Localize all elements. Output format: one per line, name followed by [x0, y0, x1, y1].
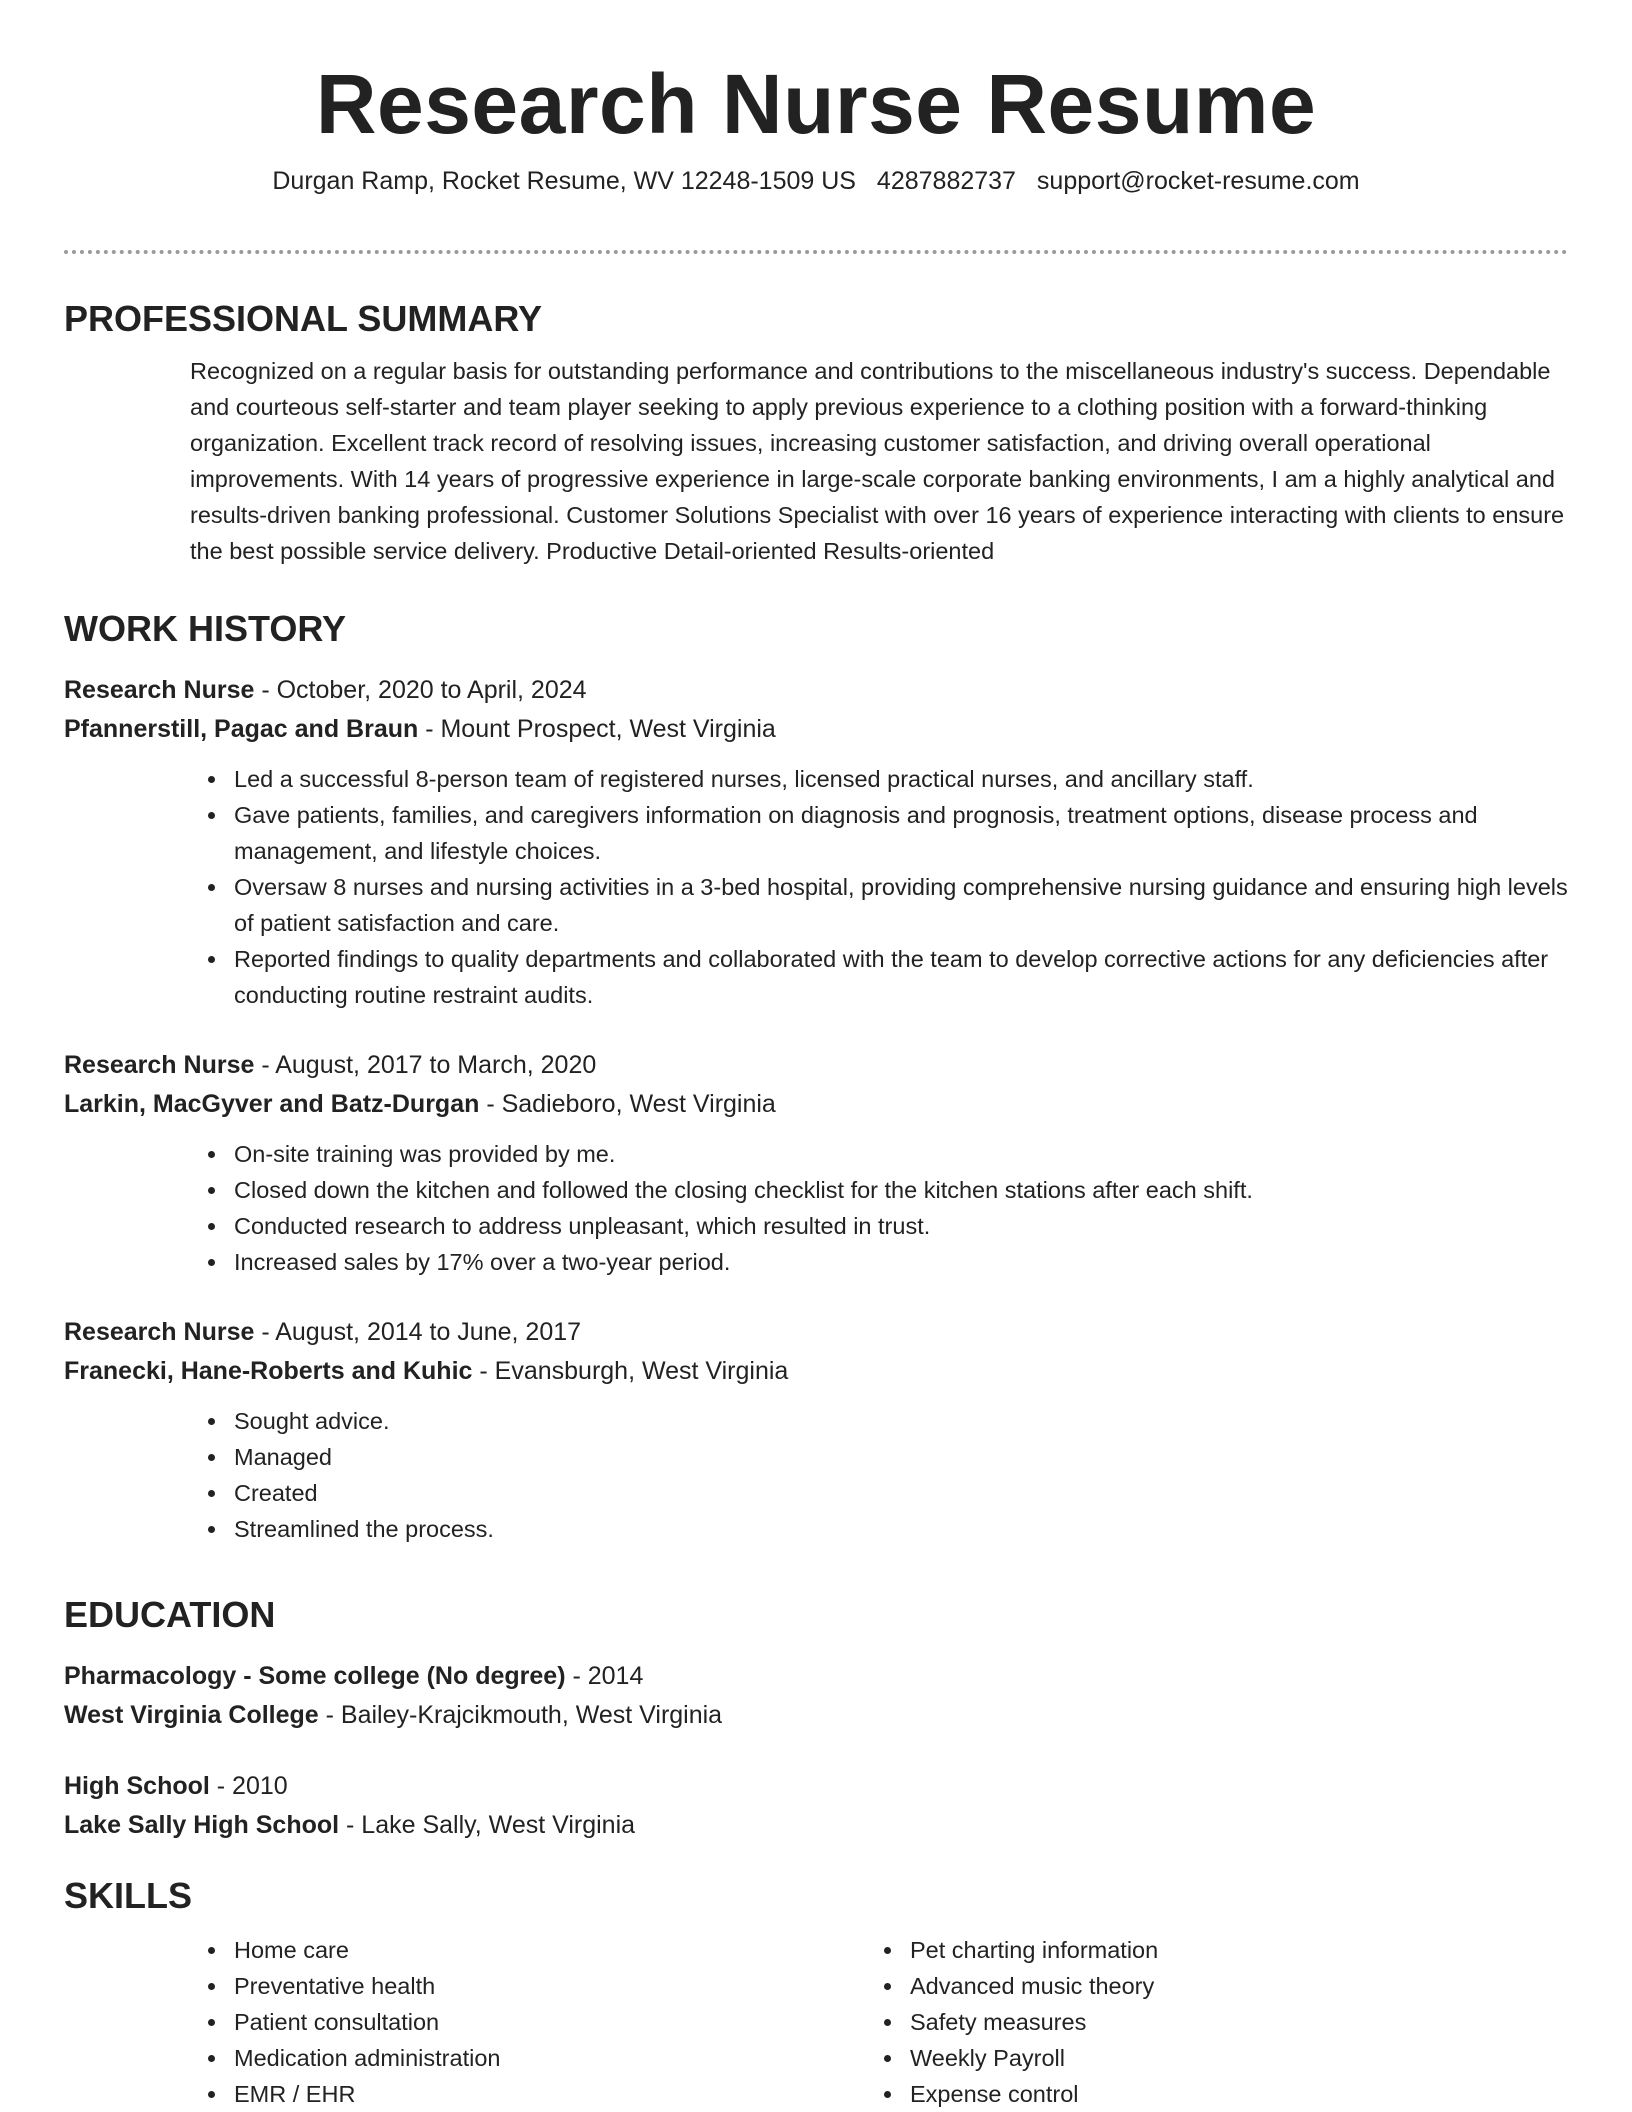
contact-line: [64, 164, 1568, 198]
job-location: - Mount Prospect, West Virginia: [418, 715, 776, 743]
education-location: - Bailey-Krajcikmouth, West Virginia: [318, 1701, 723, 1729]
job-duty: Streamlined the process.: [234, 1511, 1568, 1547]
job-title-line: [64, 1046, 1568, 1085]
education-school: Lake Sally High School: [64, 1811, 340, 1839]
education-degree: High School: [64, 1772, 210, 1800]
education-degree: Pharmacology - Some college (No degree): [64, 1662, 566, 1690]
job-title: Research Nurse: [64, 1318, 255, 1346]
job-entry: [64, 1313, 1568, 1547]
job-dates: - October, 2020 to April, 2024: [254, 676, 587, 704]
job-duty: Sought advice.: [234, 1403, 1568, 1439]
skill-item: Preventative health: [234, 1968, 744, 2004]
job-duty: Led a successful 8-person team of registered nurses, licensed practical nurses, and ancillary staff.: [234, 761, 1568, 797]
job-duty: Reported findings to quality departments and collaborated with the team to develop corrective actions for any deficiencies after conducting routine restraint audits.: [234, 941, 1568, 1013]
job-title-line: [64, 671, 1568, 710]
job-duty: Created: [234, 1475, 1568, 1511]
contact-phone: 4287882737: [876, 167, 1016, 195]
job-company: Larkin, MacGyver and Batz-Durgan: [64, 1090, 480, 1118]
job-entry: [64, 1046, 1568, 1280]
education-school-line: [64, 1696, 1568, 1735]
skill-item: Weekly Payroll: [910, 2040, 1420, 2076]
job-company-line: [64, 1085, 1568, 1124]
job-duty: Increased sales by 17% over a two-year period.: [234, 1244, 1568, 1280]
summary-text: Recognized on a regular basis for outstanding performance and contributions to the miscellaneous industry's success. Dependable and courteous self-starter and team player seeking to apply previous experience to a clothing position with a forward-thinking organization. Excellent track record of resolving issues, increasing customer satisfaction, and driving overall operational improvements. With 14 years of progressive experience in large-scale corporate banking environments, I am a highly analytical and results-driven banking professional. Customer Solutions Specialist with over 16 years of experience interacting with clients to ensure the best possible service delivery. Productive Detail-oriented Results-oriented: [190, 358, 1565, 564]
skill-item: Safety measures: [910, 2004, 1420, 2040]
contact-email: support@rocket-resume.com: [1036, 167, 1360, 195]
skills-columns: [64, 1932, 1568, 2112]
summary-section: [64, 297, 1568, 569]
job-company-line: [64, 1352, 1568, 1391]
job-duty: Conducted research to address unpleasant, which resulted in trust.: [234, 1208, 1568, 1244]
job-location: - Evansburgh, West Virginia: [472, 1357, 789, 1385]
job-duty: Gave patients, families, and caregivers information on diagnosis and prognosis, treatment options, disease process and management, and lifestyle choices.: [234, 797, 1568, 869]
summary-heading: PROFESSIONAL SUMMARY: [64, 298, 543, 339]
job-dates: - August, 2014 to June, 2017: [254, 1318, 582, 1346]
skills-heading: SKILLS: [64, 1875, 193, 1916]
job-duty: Oversaw 8 nurses and nursing activities in a 3-bed hospital, providing comprehensive nursing guidance and ensuring high levels of patient satisfaction and care.: [234, 869, 1568, 941]
education-school-line: [64, 1806, 1568, 1845]
job-dates: - August, 2017 to March, 2020: [254, 1051, 597, 1079]
job-title-line: [64, 1313, 1568, 1352]
education-degree-line: [64, 1657, 1568, 1696]
job-company: Pfannerstill, Pagac and Braun: [64, 715, 419, 743]
skill-item: Home care: [234, 1932, 744, 1968]
job-title: Research Nurse: [64, 676, 255, 704]
education-degree-line: [64, 1767, 1568, 1806]
education-entry: [64, 1767, 1568, 1845]
job-duty: Managed: [234, 1439, 1568, 1475]
job-location: - Sadieboro, West Virginia: [479, 1090, 776, 1118]
education-section: [64, 1593, 1568, 1877]
job-title: Research Nurse: [64, 1051, 255, 1079]
education-year: - 2014: [565, 1662, 644, 1690]
job-duties-list: [64, 1136, 1568, 1280]
education-school: West Virginia College: [64, 1701, 319, 1729]
work-history-heading: WORK HISTORY: [64, 608, 347, 649]
skill-item: Expense control: [910, 2076, 1420, 2112]
education-heading: EDUCATION: [64, 1594, 276, 1635]
job-entry: [64, 671, 1568, 1013]
work-history-section: [64, 607, 1568, 1580]
header-divider: [64, 250, 1568, 254]
skills-list-right: [744, 1932, 1420, 2112]
skill-item: Pet charting information: [910, 1932, 1420, 1968]
skill-item: Patient consultation: [234, 2004, 744, 2040]
skill-item: Advanced music theory: [910, 1968, 1420, 2004]
skills-list-left: [64, 1932, 744, 2112]
contact-address: Durgan Ramp, Rocket Resume, WV 12248-1509 US: [272, 167, 856, 195]
skill-item: EMR / EHR: [234, 2076, 744, 2112]
skills-section: [64, 1874, 1568, 2112]
resume-title: Research Nurse Resume: [315, 57, 1317, 151]
resume-page: [64, 0, 1568, 2107]
job-duty: On-site training was provided by me.: [234, 1136, 1568, 1172]
job-duty: Closed down the kitchen and followed the closing checklist for the kitchen stations after each shift.: [234, 1172, 1568, 1208]
job-company-line: [64, 710, 1568, 749]
education-entry: [64, 1657, 1568, 1735]
education-year: - 2010: [209, 1772, 288, 1800]
skill-item: Medication administration: [234, 2040, 744, 2076]
job-duties-list: [64, 761, 1568, 1013]
job-company: Franecki, Hane-Roberts and Kuhic: [64, 1357, 473, 1385]
job-duties-list: [64, 1403, 1568, 1547]
education-location: - Lake Sally, West Virginia: [339, 1811, 636, 1839]
